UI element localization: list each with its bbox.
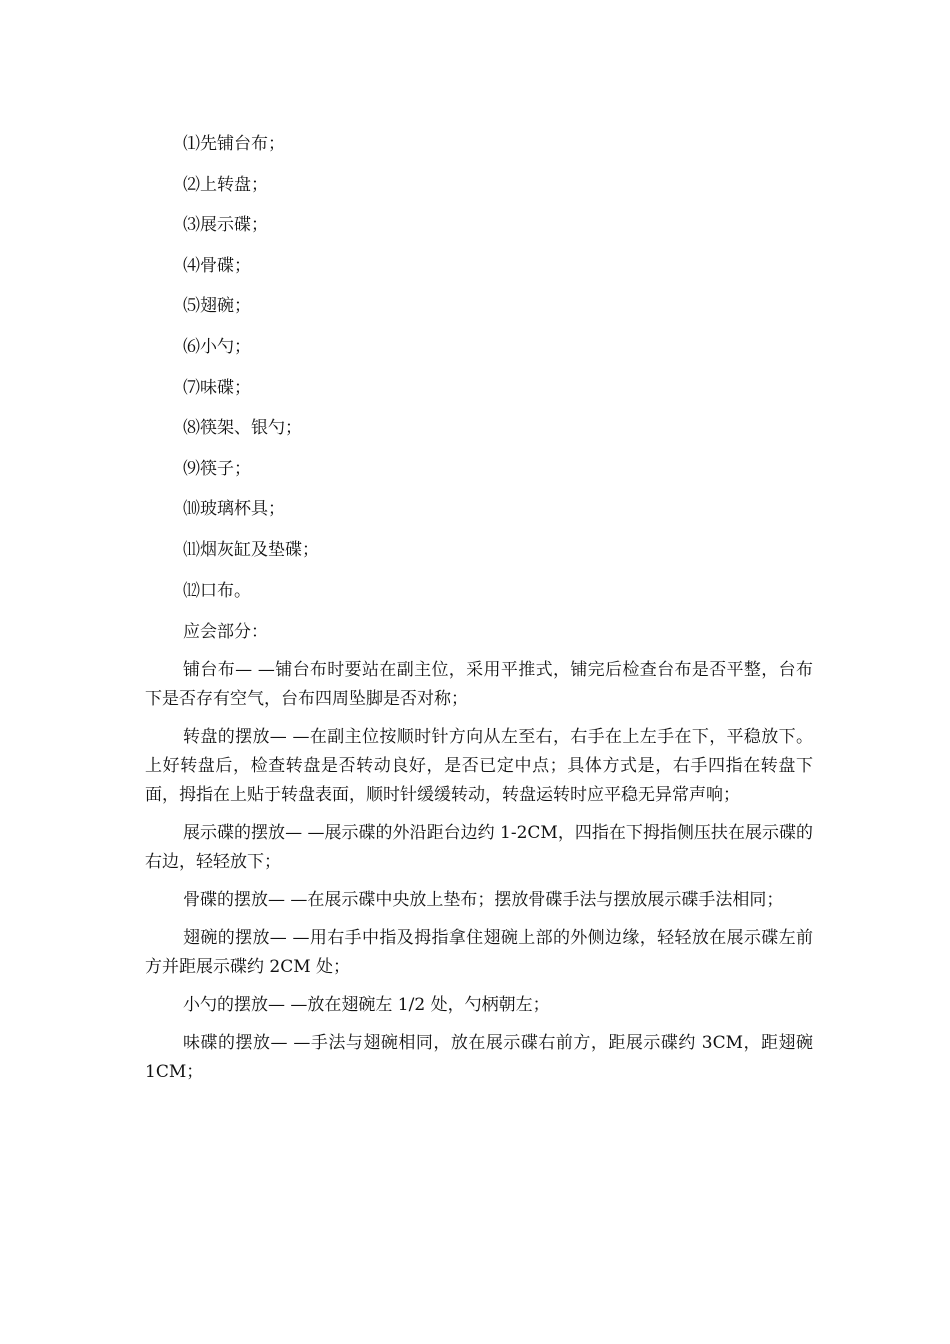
list-item: ⑹小勺； — [183, 336, 251, 357]
paragraph-tablecloth: 铺台布— —铺台布时要站在副主位，采用平推式，铺完后检查台布是否平整，台布下是否存有空气，台布四周坠脚是否对称； — [145, 660, 813, 709]
paragraph-bone-plate: 骨碟的摆放— —在展示碟中央放上垫布；摆放骨碟手法与摆放展示碟手法相同； — [183, 890, 784, 910]
paragraph-soup-bowl: 翅碗的摆放— —用右手中指及拇指拿住翅碗上部的外侧边缘，轻轻放在展示碟左前方并距展示碟约 2CM 处； — [145, 928, 813, 977]
list-item: ⑸翅碗； — [183, 296, 251, 317]
setup-steps-list — [183, 130, 319, 617]
list-item: ⑾烟灰缸及垫碟； — [183, 539, 319, 560]
list-item: ⑼筷子； — [183, 458, 251, 479]
list-item: ⑶展示碟； — [183, 215, 268, 236]
paragraph-turntable: 转盘的摆放— —在副主位按顺时针方向从左至右，右手在上左手在下，平稳放下。上好转盘后，检查转盘是否转动良好，是否已定中点；具体方式是，右手四指在转盘下面，拇指在上贴于转盘表面，顺时针缓缓转动，转盘运转时应平稳无异常声响； — [145, 727, 813, 805]
paragraph-small-spoon: 小勺的摆放— —放在翅碗左 1/2 处，勺柄朝左； — [183, 995, 550, 1015]
document-body — [145, 656, 813, 1096]
list-item: ⑵上转盘； — [183, 174, 268, 195]
list-item: ⑴先铺台布； — [183, 134, 285, 154]
section-heading: 应会部分： — [183, 622, 268, 642]
list-item: ⑿口布。 — [183, 580, 251, 601]
list-item: ⑻筷架、银勺； — [183, 418, 302, 439]
list-item: ⑷骨碟； — [183, 255, 251, 276]
list-item: ⑺味碟； — [183, 377, 251, 398]
list-item: ⑽玻璃杯具； — [183, 499, 285, 520]
paragraph-show-plate: 展示碟的摆放— —展示碟的外沿距台边约 1-2CM，四指在下拇指侧压扶在展示碟的右边，轻轻放下； — [145, 823, 813, 872]
paragraph-sauce-dish: 味碟的摆放— —手法与翅碗相同，放在展示碟右前方，距展示碟约 3CM，距翅碗 1CM； — [145, 1033, 813, 1082]
